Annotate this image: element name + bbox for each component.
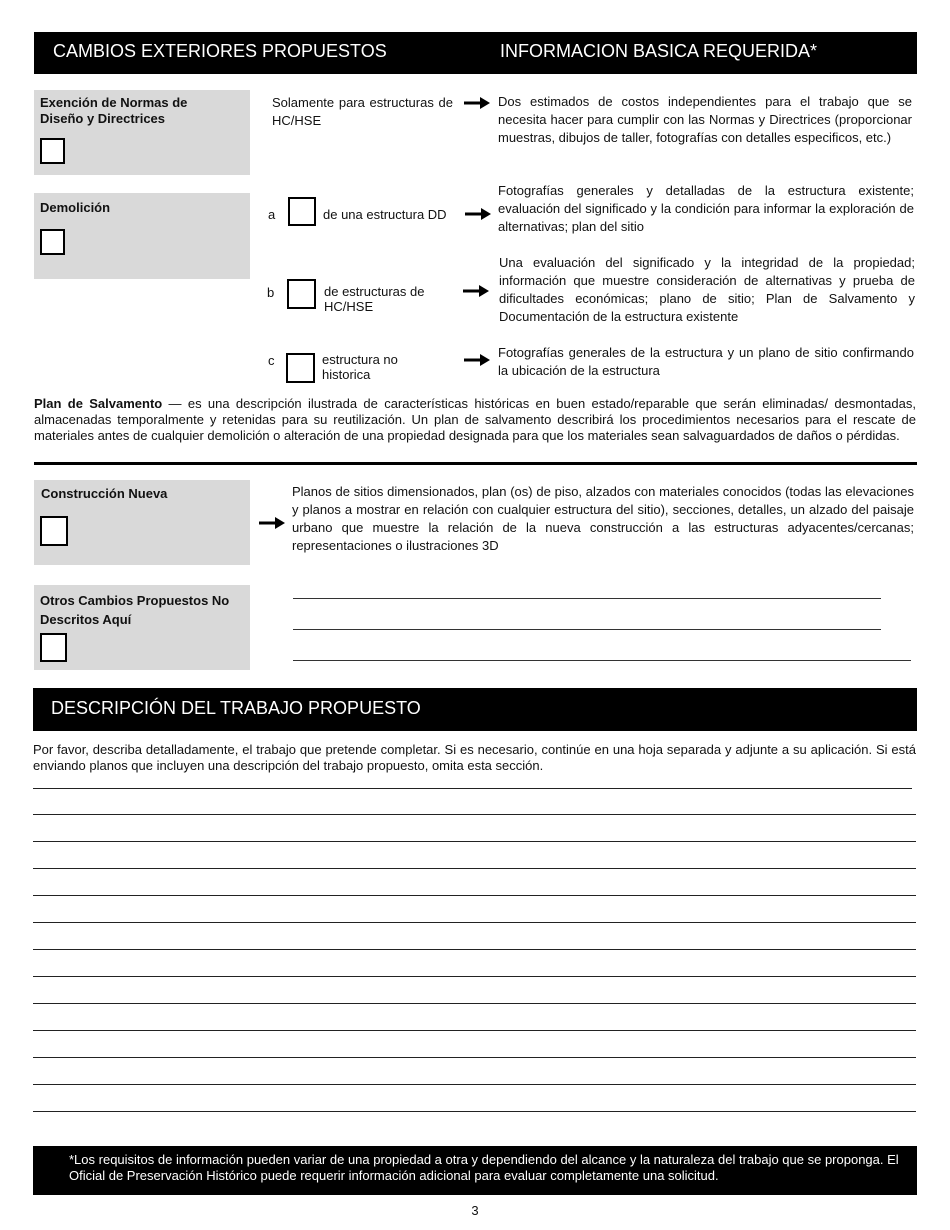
option-c-text: estructura no historica xyxy=(322,352,398,382)
description-line[interactable] xyxy=(33,922,916,923)
description-line[interactable] xyxy=(33,1030,916,1031)
arrow-right-icon xyxy=(464,354,490,366)
arrow-right-icon xyxy=(465,208,491,220)
description-line[interactable] xyxy=(33,1003,916,1004)
salvamento-term: Plan de Salvamento xyxy=(34,396,163,411)
section-divider xyxy=(34,462,917,465)
description-line[interactable] xyxy=(33,895,916,896)
footer-note: *Los requisitos de información pueden variar de una propiedad a otra y dependiendo del alcance y la naturaleza del trabajo que se proponga. El Oficial de Preservación Histórico puede requerir información adicional para evaluar completamente una solicitud. xyxy=(69,1152,899,1183)
description-line[interactable] xyxy=(33,841,916,842)
option-a-info: Fotografías generales y detalladas de la estructura existente; evaluación del significado y la condición para informar la exploración de alternativas; plan del sitio xyxy=(498,183,914,234)
description-line[interactable] xyxy=(33,868,916,869)
option-b-info: Una evaluación del significado y la integridad de la propiedad; información que muestre consideración de alternativas y prueba de dificultades económicas; plano de sitio; Plan de Salvamento y Documentación de la estructura existente xyxy=(499,255,915,324)
section-header-descripcion xyxy=(33,688,917,731)
otros-line-2[interactable] xyxy=(293,629,881,630)
salvamento-paragraph xyxy=(34,396,916,444)
exencion-checkbox[interactable] xyxy=(40,138,65,164)
description-line[interactable] xyxy=(33,814,916,815)
exencion-label: Exención de Normas de Diseño y Directrices xyxy=(40,95,188,126)
demolicion-panel xyxy=(34,193,250,279)
header-left-title: CAMBIOS EXTERIORES PROPUESTOS xyxy=(53,41,387,61)
construccion-label: Construcción Nueva xyxy=(41,486,168,501)
arrow-right-icon xyxy=(464,97,490,109)
otros-label: Otros Cambios Propuestos No Descritos Aquí xyxy=(40,593,230,627)
exencion-note: Solamente para estructuras de HC/HSE xyxy=(272,95,453,128)
option-a-letter: a xyxy=(268,207,276,222)
salvamento-text: — es una descripción ilustrada de características históricas en buen estado/reparable que serán eliminadas/ desmontadas, almacenadas temporalmente y retenidas para su reutilización. Un plan de salvamento describirá los procedimientos necesarios para el rescate de materiales antes de cualquier demolición o alteración de una propiedad designada para que los materiales sean salvaguardados de daños o pérdidas. xyxy=(34,396,916,443)
header-right-title: INFORMACION BASICA REQUERIDA* xyxy=(500,41,818,61)
descripcion-title: DESCRIPCIÓN DEL TRABAJO PROPUESTO xyxy=(51,698,421,718)
section-header-cambios xyxy=(34,32,917,74)
description-line[interactable] xyxy=(33,1057,916,1058)
otros-line-1[interactable] xyxy=(293,598,881,599)
descripcion-instructions: Por favor, describa detalladamente, el trabajo que pretende completar. Si es necesario, continúe en una hoja separada y adjunte a su aplicación. Si está enviando planos que incluyen una descripción del trabajo propuesto, omita esta sección. xyxy=(33,742,916,773)
description-line[interactable] xyxy=(33,1111,916,1112)
construccion-panel xyxy=(34,480,250,565)
option-a-text: de una estructura DD xyxy=(323,207,447,222)
option-b-checkbox[interactable] xyxy=(287,279,316,309)
arrow-right-icon xyxy=(463,285,489,297)
demolicion-checkbox[interactable] xyxy=(40,229,65,255)
exencion-info: Dos estimados de costos independientes para el trabajo que se necesita hacer para cumplir con las Normas y Directrices (proporcionar muestras, dibujos de taller, fotografías con detalles especificos, etc.) xyxy=(498,94,912,145)
exencion-panel xyxy=(34,90,250,175)
otros-line-3[interactable] xyxy=(293,660,911,661)
option-c-checkbox[interactable] xyxy=(286,353,315,383)
option-b-text: de estructuras de HC/HSE xyxy=(324,284,425,314)
construccion-info: Planos de sitios dimensionados, plan (os) de piso, alzados con materiales conocidos (todas las elevaciones y planos a mostrar en relación con cualquier estructura del sitio), secciones, detalles, un alzado del paisaje urbano que muestre la relación de la nueva construcción a las estructuras adyacentes/cercanas; representaciones o ilustraciones 3D xyxy=(292,484,914,553)
option-b-letter: b xyxy=(267,285,275,300)
page-number: 3 xyxy=(471,1203,479,1218)
arrow-right-icon xyxy=(259,517,285,529)
option-a-checkbox[interactable] xyxy=(288,197,316,226)
footer-note-box xyxy=(33,1146,917,1195)
otros-checkbox[interactable] xyxy=(40,633,67,662)
description-line[interactable] xyxy=(33,1084,916,1085)
construccion-checkbox[interactable] xyxy=(40,516,68,546)
option-c-letter: c xyxy=(268,353,275,368)
otros-panel xyxy=(34,585,250,670)
description-line[interactable] xyxy=(33,976,916,977)
description-line[interactable] xyxy=(33,949,916,950)
description-line[interactable] xyxy=(33,788,912,789)
option-c-info: Fotografías generales de la estructura y un plano de sitio confirmando la ubicación de la estructura xyxy=(498,345,914,378)
demolicion-label: Demolición xyxy=(40,200,111,215)
